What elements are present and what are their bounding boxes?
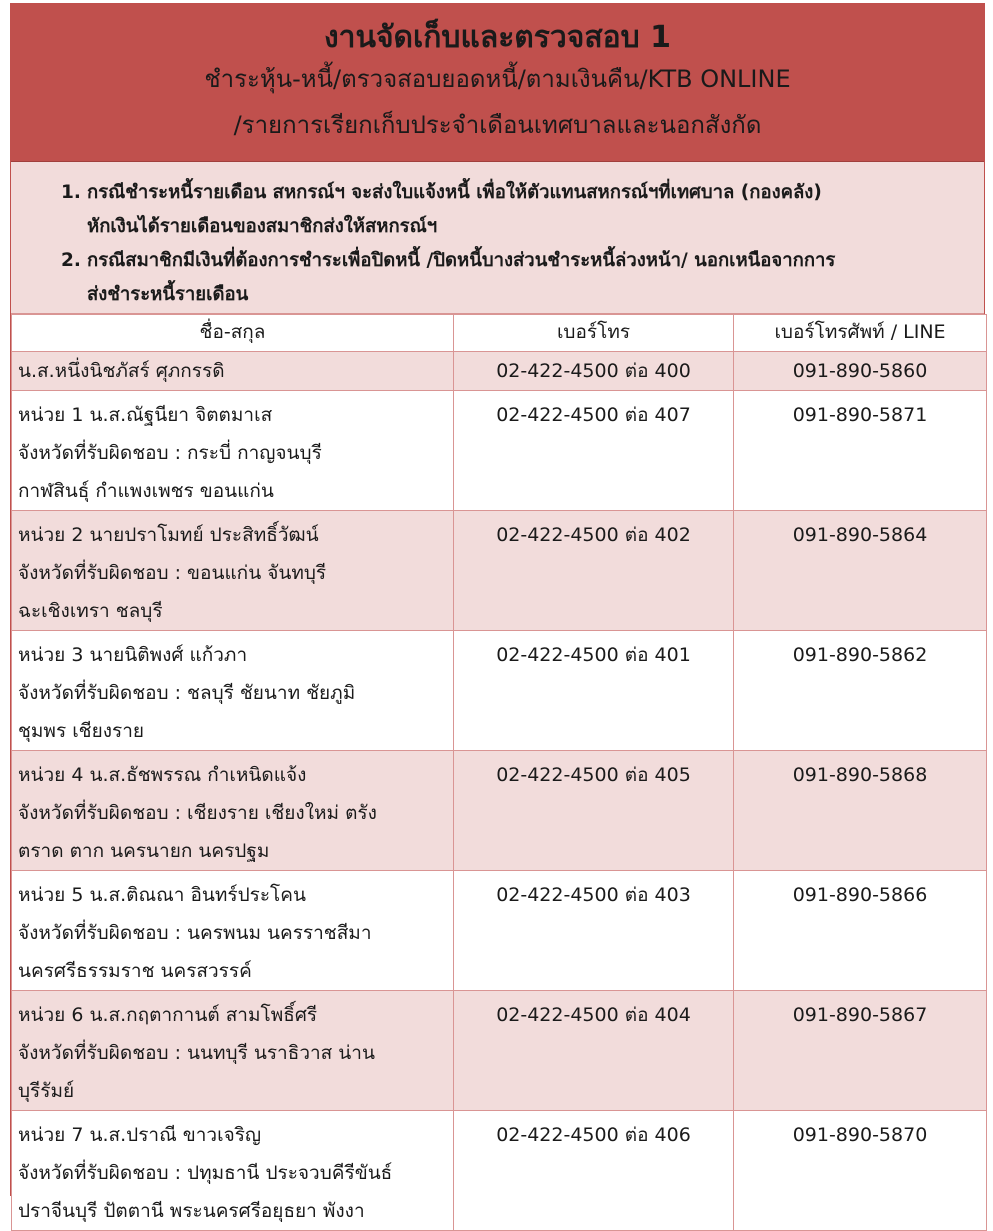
note-number: 2. bbox=[61, 250, 81, 271]
office-phone: 02-422-4500 ต่อ 406 bbox=[454, 1111, 734, 1231]
note-item bbox=[61, 244, 964, 312]
mobile-phone: 091-890-5862 bbox=[734, 631, 987, 751]
page-title: งานจัดเก็บและตรวจสอบ 1 bbox=[323, 20, 672, 55]
note-item bbox=[61, 176, 964, 244]
notes-section bbox=[11, 162, 984, 314]
mobile-phone: 091-890-5864 bbox=[734, 511, 987, 631]
contact-name: หน่วย 5 น.ส.ติณณา อินทร์ประโคน bbox=[18, 884, 306, 906]
contact-name: หน่วย 1 น.ส.ณัฐนียา จิตตมาเส bbox=[18, 404, 273, 426]
note-number: 1. bbox=[61, 182, 81, 203]
note-text-line: หักเงินได้รายเดือนของสมาชิกส่งให้สหกรณ์ฯ bbox=[87, 216, 438, 237]
column-header-mobile-line: เบอร์โทรศัพท์ / LINE bbox=[734, 315, 987, 352]
responsible-provinces: จังหวัดที่รับผิดชอบ : นนทบุรี นราธิวาส น่าน bbox=[18, 1042, 375, 1064]
responsible-provinces: จังหวัดที่รับผิดชอบ : ขอนแก่น จันทบุรี bbox=[18, 562, 327, 584]
office-phone: 02-422-4500 ต่อ 404 bbox=[454, 991, 734, 1111]
table-row bbox=[12, 631, 987, 751]
mobile-phone: 091-890-5860 bbox=[734, 352, 987, 391]
contact-name-cell bbox=[12, 511, 454, 631]
responsible-provinces-cont: กาฬสินธุ์ กำแพงเพชร ขอนแก่น bbox=[18, 480, 274, 502]
table-header-row bbox=[12, 315, 987, 352]
table-row bbox=[12, 751, 987, 871]
column-header-phone: เบอร์โทร bbox=[454, 315, 734, 352]
contact-name: หน่วย 6 น.ส.กฤตากานต์ สามโพธิ์ศรี bbox=[18, 1004, 318, 1026]
page-subtitle-line-2: /รายการเรียกเก็บประจำเดือนเทศบาลและนอกสังกัด bbox=[233, 111, 762, 139]
office-phone: 02-422-4500 ต่อ 400 bbox=[454, 352, 734, 391]
contact-name: หน่วย 7 น.ส.ปราณี ขาวเจริญ bbox=[18, 1124, 262, 1146]
responsible-provinces-cont: ฉะเชิงเทรา ชลบุรี bbox=[18, 600, 163, 622]
responsible-provinces-cont: บุรีรัมย์ bbox=[18, 1080, 75, 1102]
mobile-phone: 091-890-5867 bbox=[734, 991, 987, 1111]
contact-name-cell bbox=[12, 391, 454, 511]
header-banner bbox=[11, 4, 984, 162]
contact-name: หน่วย 2 นายปราโมทย์ ประสิทธิ์วัฒน์ bbox=[18, 524, 319, 546]
page-subtitle-line-1: ชำระหุ้น-หนี้/ตรวจสอบยอดหนี้/ตามเงินคืน/KTB ONLINE bbox=[204, 65, 791, 93]
mobile-phone: 091-890-5871 bbox=[734, 391, 987, 511]
note-text-line: กรณีชำระหนี้รายเดือน สหกรณ์ฯ จะส่งใบแจ้งหนี้ เพื่อให้ตัวแทนสหกรณ์ฯที่เทศบาล (กองคลัง) bbox=[87, 182, 822, 203]
contact-name: น.ส.หนึ่งนิชภัสร์ ศุภกรรดิ bbox=[18, 360, 225, 382]
mobile-phone: 091-890-5866 bbox=[734, 871, 987, 991]
contact-name-cell bbox=[12, 991, 454, 1111]
contact-name-cell bbox=[12, 871, 454, 991]
responsible-provinces: จังหวัดที่รับผิดชอบ : กระบี่ กาญจนบุรี bbox=[18, 442, 322, 464]
contact-table bbox=[11, 314, 987, 1231]
responsible-provinces-cont: ปราจีนบุรี ปัตตานี พระนครศรีอยุธยา พังงา bbox=[18, 1200, 365, 1222]
responsible-provinces-cont: ตราด ตาก นครนายก นครปฐม bbox=[18, 840, 270, 862]
table-row bbox=[12, 871, 987, 991]
office-phone: 02-422-4500 ต่อ 401 bbox=[454, 631, 734, 751]
contact-name-cell bbox=[12, 751, 454, 871]
responsible-provinces: จังหวัดที่รับผิดชอบ : ชลบุรี ชัยนาท ชัยภูมิ bbox=[18, 682, 356, 704]
responsible-provinces-cont: ชุมพร เชียงราย bbox=[18, 720, 144, 742]
mobile-phone: 091-890-5870 bbox=[734, 1111, 987, 1231]
office-phone: 02-422-4500 ต่อ 405 bbox=[454, 751, 734, 871]
office-phone: 02-422-4500 ต่อ 402 bbox=[454, 511, 734, 631]
responsible-provinces: จังหวัดที่รับผิดชอบ : เชียงราย เชียงใหม่ ตรัง bbox=[18, 802, 377, 824]
note-text-line: ส่งชำระหนี้รายเดือน bbox=[87, 284, 249, 305]
contact-name-cell bbox=[12, 352, 454, 391]
table-row bbox=[12, 991, 987, 1111]
table-row bbox=[12, 391, 987, 511]
table-row bbox=[12, 352, 987, 391]
column-header-name: ชื่อ-สกุล bbox=[12, 315, 454, 352]
responsible-provinces-cont: นครศรีธรรมราช นครสวรรค์ bbox=[18, 960, 252, 982]
note-text-line: กรณีสมาชิกมีเงินที่ต้องการชำระเพื่อปิดหนี้ /ปิดหนี้บางส่วนชำระหนี้ล่วงหน้า/ นอกเหนือจากการ bbox=[87, 250, 836, 271]
office-phone: 02-422-4500 ต่อ 407 bbox=[454, 391, 734, 511]
contact-name-cell bbox=[12, 1111, 454, 1231]
contact-name: หน่วย 3 นายนิติพงศ์ แก้วภา bbox=[18, 644, 248, 666]
mobile-phone: 091-890-5868 bbox=[734, 751, 987, 871]
note-text bbox=[87, 176, 964, 244]
office-phone: 02-422-4500 ต่อ 403 bbox=[454, 871, 734, 991]
contact-name: หน่วย 4 น.ส.ธัชพรรณ กำเหนิดแจ้ง bbox=[18, 764, 307, 786]
responsible-provinces: จังหวัดที่รับผิดชอบ : ปทุมธานี ประจวบคีรีขันธ์ bbox=[18, 1162, 393, 1184]
contact-name-cell bbox=[12, 631, 454, 751]
responsible-provinces: จังหวัดที่รับผิดชอบ : นครพนม นครราชสีมา bbox=[18, 922, 372, 944]
table-row bbox=[12, 511, 987, 631]
table-row bbox=[12, 1111, 987, 1231]
contact-sheet bbox=[10, 3, 985, 1222]
note-text bbox=[87, 244, 964, 312]
